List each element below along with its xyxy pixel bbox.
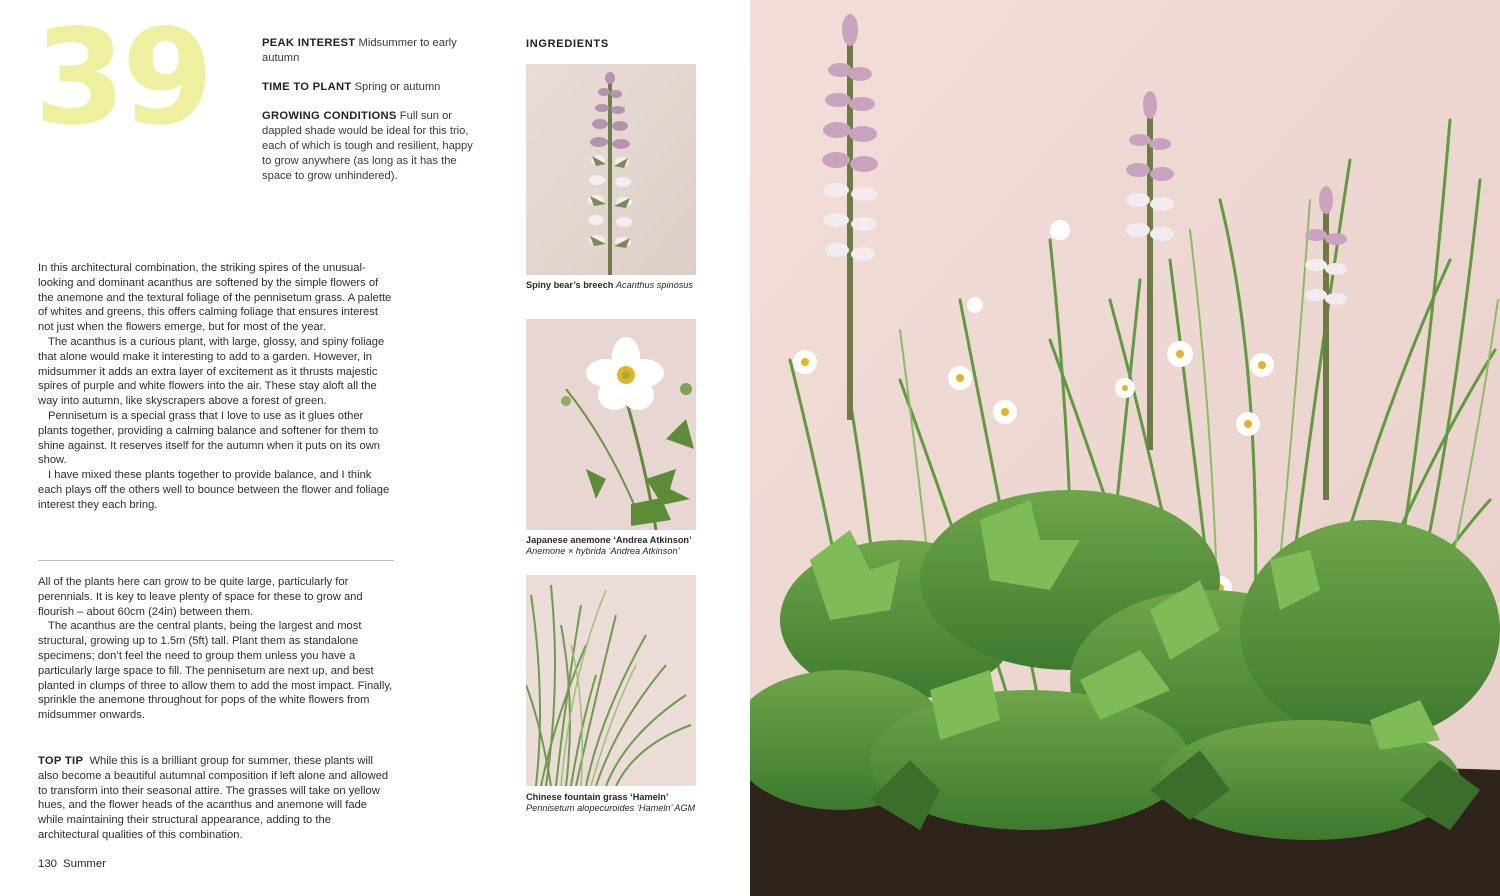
ingredient-caption-anemone [526, 535, 726, 557]
fact-label: PEAK INTEREST [262, 37, 356, 49]
top-tip-label: TOP TIP [38, 755, 84, 767]
paragraph: The acanthus is a curious plant, with large, glossy, and spiny foliage that alone would make it interesting to add to a garden. However, in midsummer it adds an extra layer of excitement as it thrusts majestic spires of purple and white flowers into the air. These stay aloft all the way into autumn, like skyscrapers above a forest of green. [38, 335, 385, 408]
section-name: Summer [63, 858, 107, 870]
paragraph: Pennisetum is a special grass that I love to use as it glues other plants together, providing a calming balance and softener for them to shine against. It reserves itself for the autumn when it puts on its own show. [38, 409, 381, 467]
paragraph: In this architectural combination, the striking spires of the unusual-looking and dominant acanthus are softened by the simple flowers of the anemone and the textural foliage of the pennisetum grass. A palette of whites and greens, this offers calming foliage that ensures interest not just when the flowers emerge, but for most of the year. [38, 262, 392, 334]
paragraph: All of the plants here can grow to be quite large, particularly for perennials. It is key to leave plenty of space for these to grow and flourish – about 60cm (24in) between them. [38, 576, 363, 618]
paragraph: I have mixed these plants together to provide balance, and I think each plays off the others well to bounce between the flower and foliage interest they each bring. [38, 469, 390, 511]
acanthus-photo [526, 64, 696, 275]
page-footer [38, 858, 106, 870]
common-name: Japanese anemone ‘Andrea Atkinson’ [526, 535, 692, 545]
fact-peak-interest [262, 36, 474, 66]
top-tip [38, 754, 394, 843]
ingredients-heading: INGREDIENTS [526, 38, 609, 50]
plant-facts [262, 36, 474, 198]
ingredient-caption-grass [526, 792, 726, 814]
garden-photo [750, 0, 1500, 896]
fact-time-to-plant [262, 80, 474, 95]
page-number: 130 [38, 858, 58, 870]
fact-text: Midsummer to early autumn [262, 37, 457, 64]
intro-text [38, 261, 394, 513]
common-name: Spiny bear’s breech [526, 280, 614, 290]
ingredient-caption-acanthus [526, 280, 726, 291]
top-tip-text: While this is a brilliant group for summer, these plants will also become a beautiful autumnal composition if left alone and allowed to transform into their seasonal attire. The grasses will take on yellow hues, and the flower heads of the acanthus and anemone will fade while maintaining their structural appearance, adding to the architectural qualities of this combination. [38, 755, 389, 841]
latin-name: Pennisetum alopecuroides ‘Hameln’ AGM [526, 803, 696, 813]
grass-photo [526, 575, 696, 786]
latin-name: Anemone × hybrida ‘Andrea Atkinson’ [526, 546, 680, 556]
common-name: Chinese fountain grass ‘Hameln’ [526, 792, 669, 802]
fact-label: GROWING CONDITIONS [262, 110, 397, 122]
fact-text: Spring or autumn [354, 81, 441, 93]
anemone-photo [526, 319, 696, 530]
fact-growing-conditions [262, 109, 474, 184]
fact-label: TIME TO PLANT [262, 81, 352, 93]
combination-number: 39 [34, 1, 210, 155]
section-divider [38, 560, 394, 561]
planting-text [38, 575, 394, 723]
paragraph: The acanthus are the central plants, being the largest and most structural, growing up to 1.5m (5ft) tall. Plant them as standalone specimens; don’t feel the need to group them unless you have a particularly large space to fill. The pennisetum are next up, and best planted in clumps of three to allow them to add the most impact. Finally, sprinkle the anemone throughout for pops of the white flowers from midsummer onwards. [38, 620, 393, 722]
latin-name: Acanthus spinosus [615, 280, 694, 290]
fact-text: Full sun or dappled shade would be ideal for this trio, each of which is tough and resilient, happy to grow anywhere (as long as it has the space to grow unhindered). [262, 110, 473, 182]
